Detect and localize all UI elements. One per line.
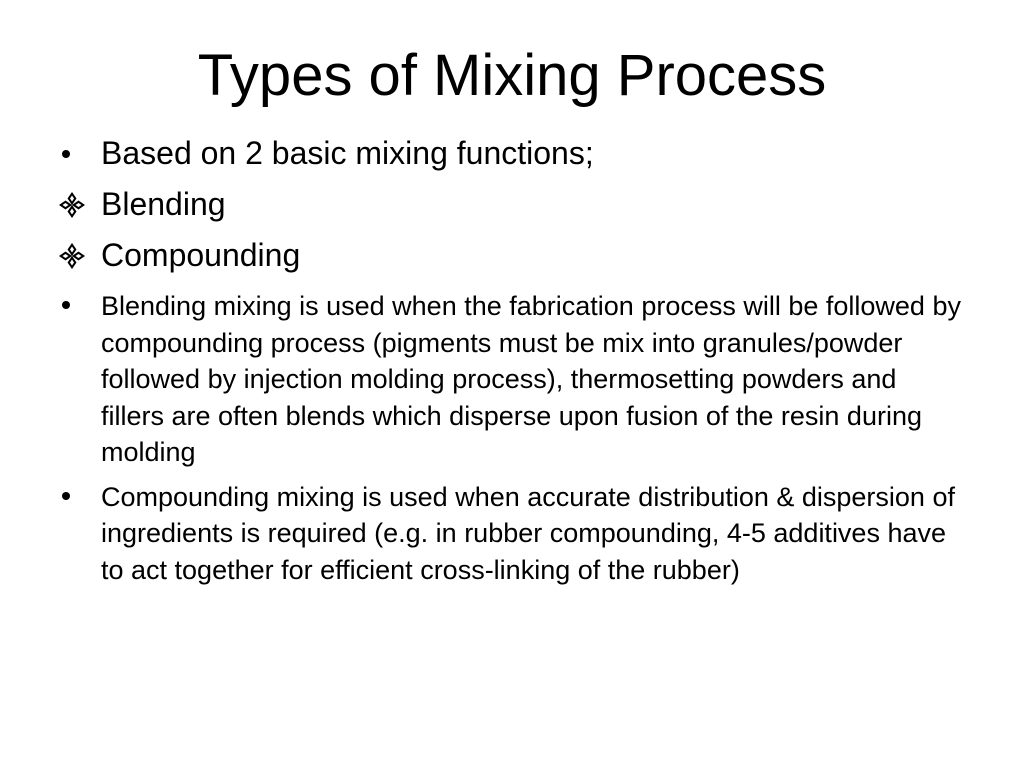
sub-bullet-text: Blending <box>101 186 226 222</box>
bullet-dot-icon <box>58 288 101 309</box>
bullet-dot-icon <box>58 479 101 500</box>
sub-bullet-text: Compounding <box>101 237 301 273</box>
bullet-list <box>58 135 978 596</box>
bullet-item <box>58 479 978 589</box>
bullet-dot-icon <box>58 135 101 158</box>
four-diamond-icon <box>58 237 101 270</box>
bullet-item <box>58 288 978 471</box>
bullet-text: Blending mixing is used when the fabrication process will be followed by compounding process (pigments must be mix into granules/powder followed by injection molding process), thermosetting powders and fillers are often blends which disperse upon fusion of the resin during molding <box>101 291 961 467</box>
sub-bullet-item <box>58 186 978 223</box>
four-diamond-icon <box>58 186 101 219</box>
bullet-item <box>58 135 978 172</box>
slide-title: Types of Mixing Process <box>197 43 827 108</box>
sub-bullet-item <box>58 237 978 274</box>
bullet-text: Based on 2 basic mixing functions; <box>101 135 594 171</box>
bullet-text: Compounding mixing is used when accurate distribution & dispersion of ingredients is required (e.g. in rubber compounding, 4-5 additives have to act together for efficient cross-linking of the rubber) <box>101 481 955 585</box>
